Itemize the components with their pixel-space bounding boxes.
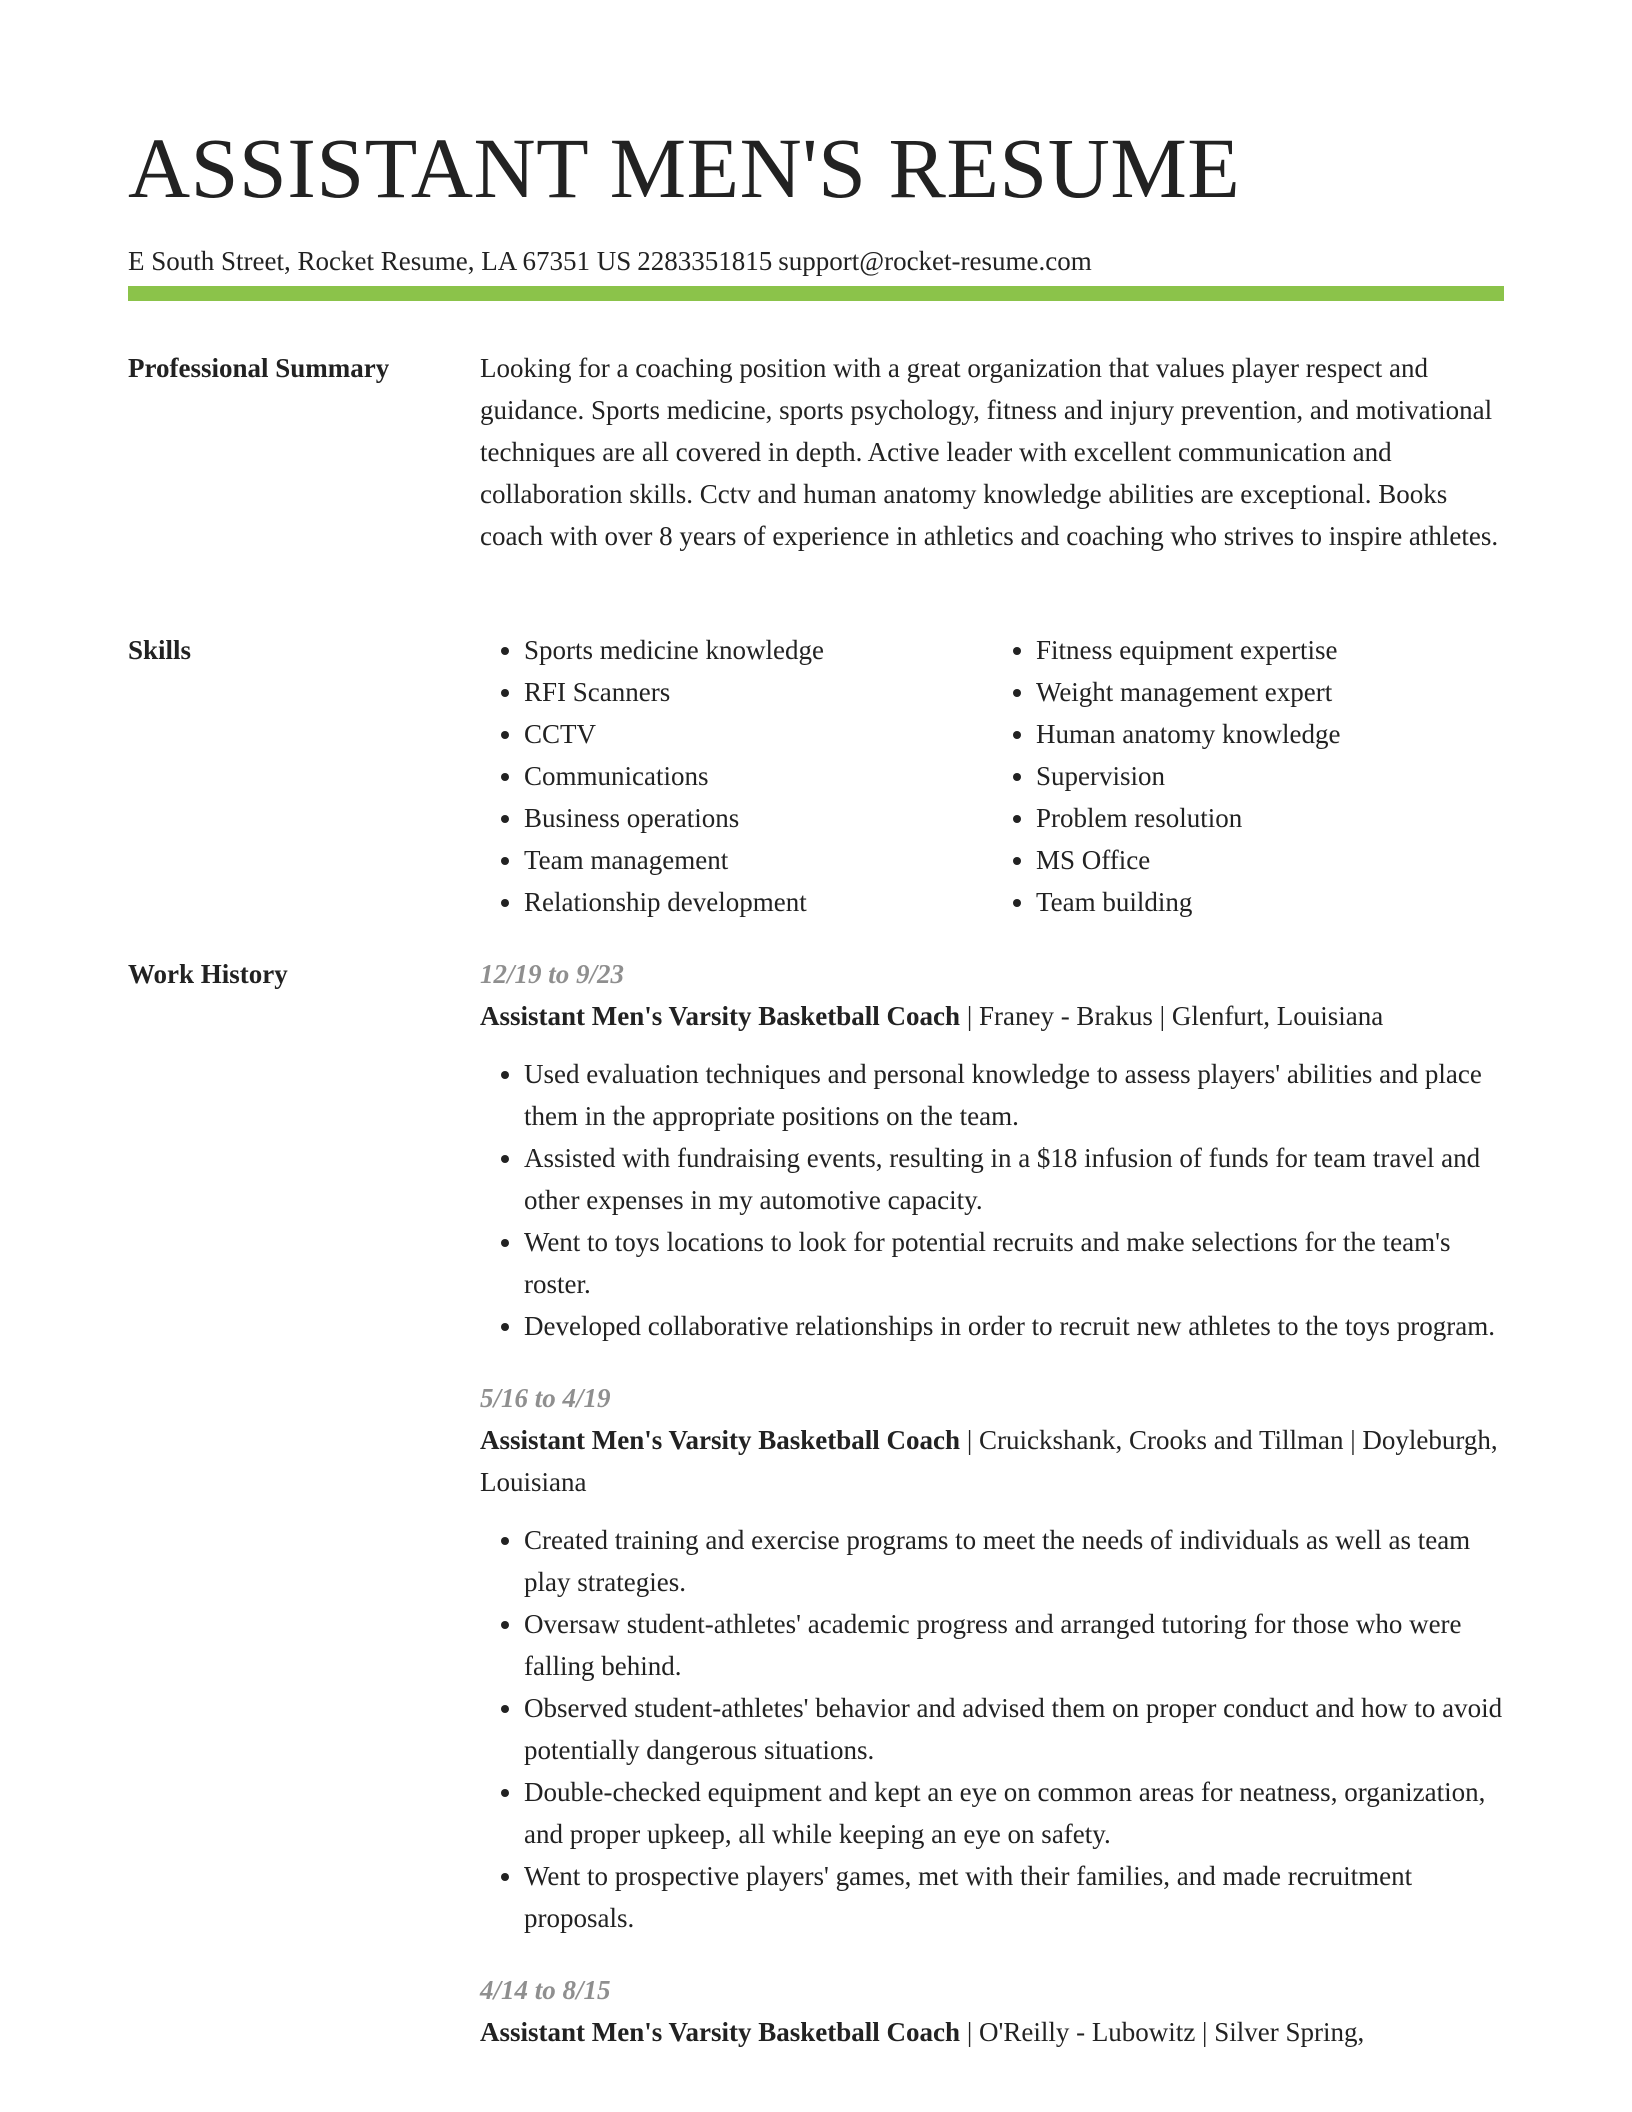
skills-body (480, 629, 1504, 923)
job-dates: 5/16 to 4/19 (480, 1383, 611, 1413)
job-bullet: • Oversaw student-athletes' academic progress and arranged tutoring for those who were falling behind. (524, 1603, 1504, 1687)
job-title: Assistant Men's Varsity Basketball Coach (480, 2017, 961, 2047)
summary-heading: Professional Summary (128, 353, 390, 383)
job-bullet: • Observed student-athletes' behavior and advised them on proper conduct and how to avoid potentially dangerous situations. (524, 1687, 1504, 1771)
job-bullet-list (480, 1053, 1504, 1347)
skill-item: • Team building (1036, 881, 1504, 923)
contact-line (128, 244, 1504, 278)
work-history-section (128, 953, 1504, 2112)
skill-item: • Business operations (524, 797, 992, 839)
job-employer-location: | Cruickshank, Crooks and Tillman | Doyleburgh, Louisiana (480, 1425, 1498, 1497)
skills-list-left (480, 629, 992, 923)
skill-item: • Problem resolution (1036, 797, 1504, 839)
job-title-line (480, 1419, 1504, 1503)
job-bullet: • Double-checked equipment and kept an eye on common areas for neatness, organization, and proper upkeep, all while keeping an eye on safety. (524, 1771, 1504, 1855)
skill-item: • RFI Scanners (524, 671, 992, 713)
job-title: Assistant Men's Varsity Basketball Coach (480, 1001, 961, 1031)
skill-item: • Relationship development (524, 881, 992, 923)
job-bullet: • Assisted with fundraising events, resulting in a $18 infusion of funds for team travel and other expenses in my automotive capacity. (524, 1137, 1504, 1221)
job-entry (480, 1377, 1504, 1939)
skill-item: • Weight management expert (1036, 671, 1504, 713)
job-entry (480, 953, 1504, 1347)
job-title-line (480, 2011, 1504, 2053)
summary-text: Looking for a coaching position with a great organization that values player respect and guidance. Sports medicine, sports psychology, fitness and injury prevention, and motivational techniques are all covered in depth. Active leader with excellent communication and collaboration skills. Cctv and human anatomy knowledge abilities are exceptional. Books coach with over 8 years of experience in athletics and coaching who strives to inspire athletes. (480, 353, 1499, 551)
skill-item: • Sports medicine knowledge (524, 629, 992, 671)
skill-item: • Team management (524, 839, 992, 881)
contact-phone: 2283351815 (637, 246, 773, 276)
job-bullet: • Created training and exercise programs to meet the needs of individuals as well as team play strategies. (524, 1519, 1504, 1603)
skill-item: • Human anatomy knowledge (1036, 713, 1504, 755)
job-bullet: • Developed collaborative relationships in order to recruit new athletes to the toys program. (524, 1305, 1504, 1347)
contact-email: support@rocket-resume.com (778, 246, 1092, 276)
skill-item: • Communications (524, 755, 992, 797)
job-title: Assistant Men's Varsity Basketball Coach (480, 1425, 961, 1455)
job-employer-location: | O'Reilly - Lubowitz | Silver Spring, (960, 2017, 1365, 2047)
job-bullet: • Used evaluation techniques and personal knowledge to assess players' abilities and place them in the appropriate positions on the team. (524, 1053, 1504, 1137)
skill-item: • Supervision (1036, 755, 1504, 797)
skills-section (128, 629, 1504, 929)
job-bullet: • Went to prospective players' games, met with their families, and made recruitment proposals. (524, 1855, 1504, 1939)
skill-item: • MS Office (1036, 839, 1504, 881)
resume-header (128, 118, 1504, 278)
job-bullet: • Went to toys locations to look for potential recruits and make selections for the team's roster. (524, 1221, 1504, 1305)
job-dates: 12/19 to 9/23 (480, 959, 625, 989)
skills-columns (480, 629, 1504, 923)
skill-item: • Fitness equipment expertise (1036, 629, 1504, 671)
skills-list-right (992, 629, 1504, 923)
header-divider (128, 286, 1504, 301)
job-employer-location: | Franey - Brakus | Glenfurt, Louisiana (960, 1001, 1384, 1031)
work-history-body (480, 953, 1504, 2053)
contact-address: E South Street, Rocket Resume, LA 67351 US (128, 246, 632, 276)
summary-body (480, 347, 1504, 557)
job-bullet-list (480, 1519, 1504, 1939)
work-history-heading: Work History (128, 959, 288, 989)
job-dates: 4/14 to 8/15 (480, 1975, 611, 2005)
job-entry (480, 1969, 1504, 2053)
job-title-line (480, 995, 1504, 1037)
skills-heading: Skills (128, 635, 192, 665)
resume-name: ASSISTANT MEN'S RESUME (128, 120, 1241, 216)
summary-section (128, 347, 1504, 597)
skill-item: • CCTV (524, 713, 992, 755)
